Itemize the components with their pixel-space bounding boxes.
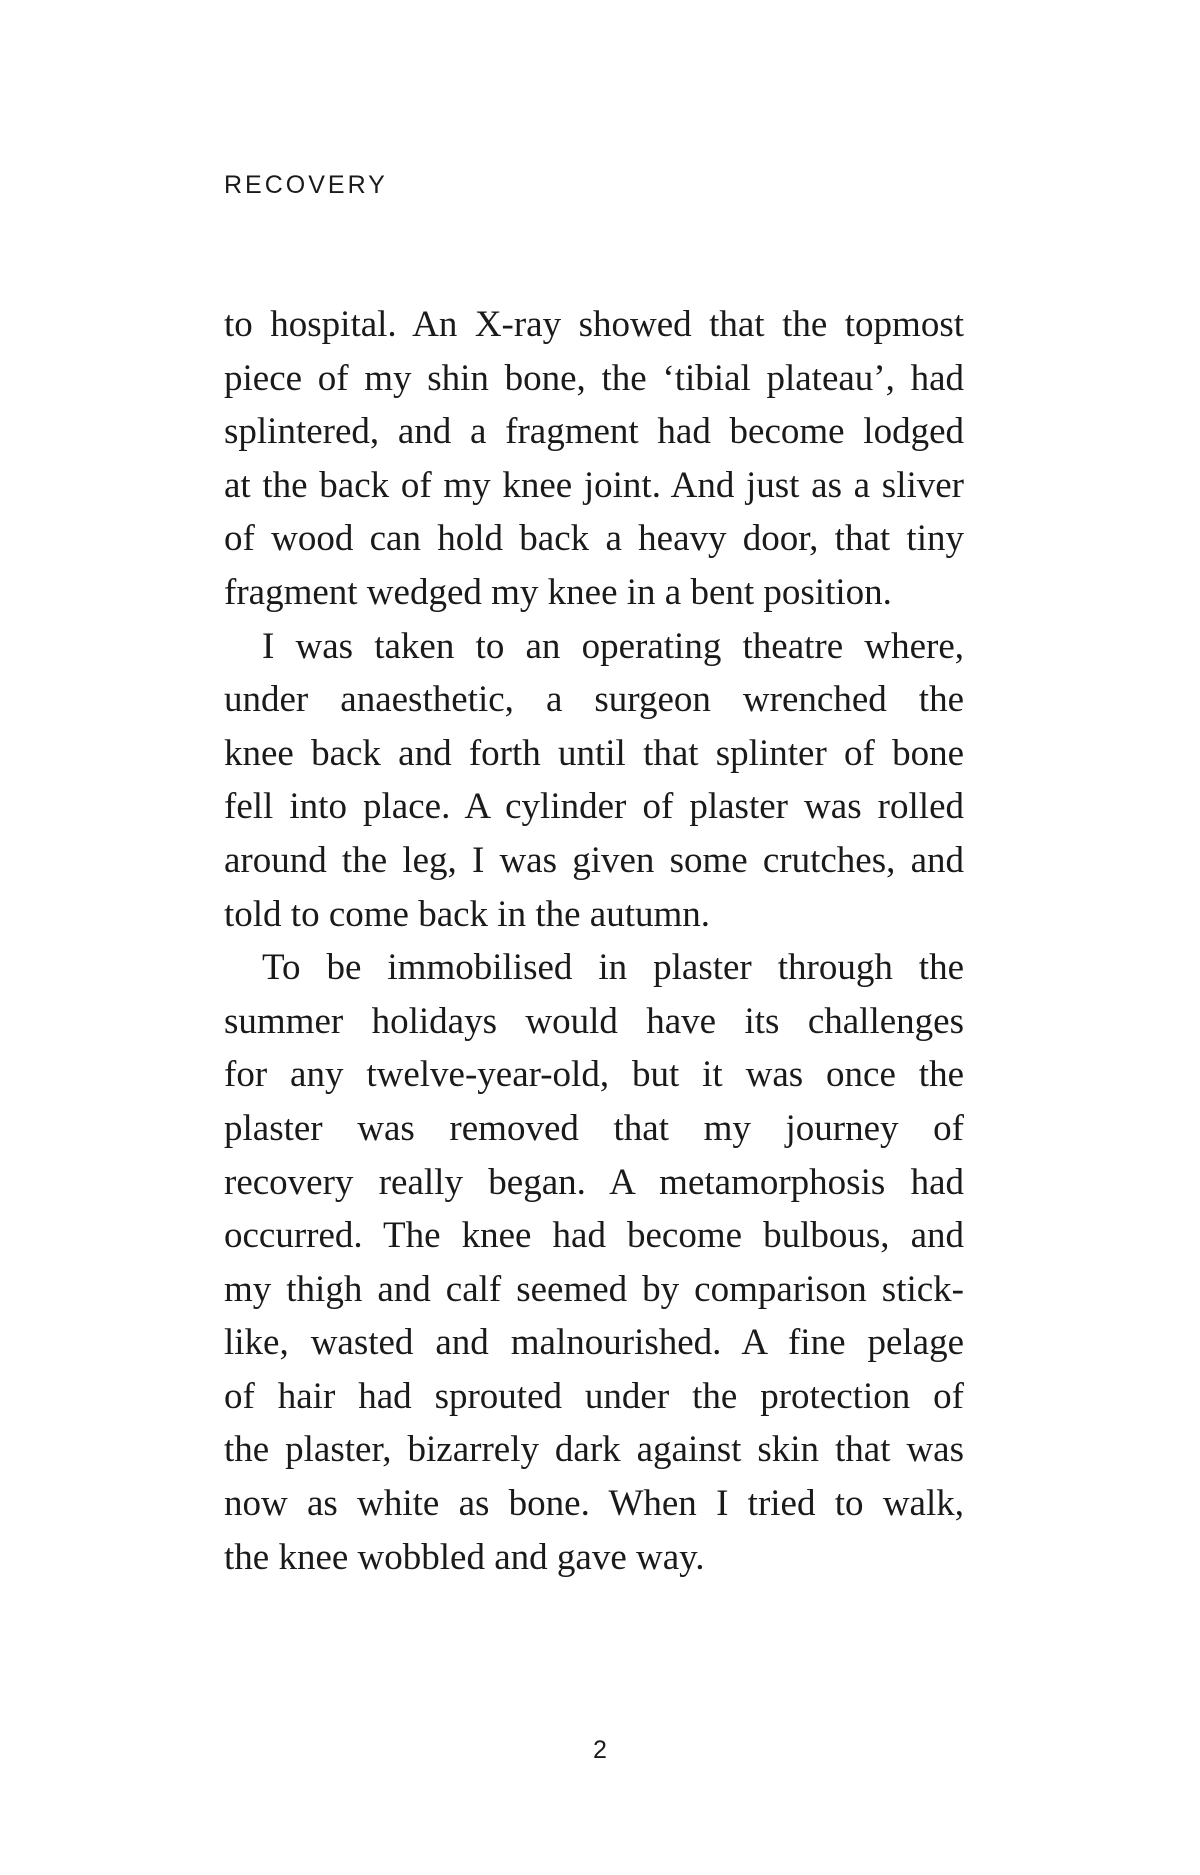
- text-line: I was taken to an operating theatre where,: [262, 625, 964, 667]
- page-number: 2: [593, 1736, 607, 1764]
- text-line: for any twelve-year-old, but it was once the: [224, 1054, 964, 1096]
- text-line: To be immobilised in plaster through the: [262, 947, 964, 989]
- running-head: RECOVERY: [224, 171, 388, 199]
- text-line: the plaster, bizarrely dark against skin that was: [224, 1429, 964, 1471]
- text-line: knee back and forth until that splinter of bone: [224, 732, 964, 774]
- text-line: around the leg, I was given some crutches, and: [224, 839, 964, 881]
- text-line: plaster was removed that my journey of: [224, 1107, 964, 1149]
- text-line: piece of my shin bone, the ‘tibial plateau’, had: [224, 357, 964, 399]
- text-line: the knee wobbled and gave way.: [224, 1536, 705, 1578]
- text-line: of wood can hold back a heavy door, that tiny: [224, 518, 964, 560]
- text-line: under anaesthetic, a surgeon wrenched the: [224, 679, 964, 721]
- paragraph: [224, 298, 964, 620]
- text-line: fell into place. A cylinder of plaster was rolled: [224, 786, 964, 828]
- text-line: like, wasted and malnourished. A fine pelage: [224, 1322, 964, 1364]
- text-line: occurred. The knee had become bulbous, and: [224, 1215, 964, 1257]
- text-line: at the back of my knee joint. And just as a sliver: [224, 464, 964, 506]
- text-line: summer holidays would have its challenges: [224, 1000, 964, 1042]
- body-text: [224, 298, 964, 1584]
- text-line: my thigh and calf seemed by comparison stick-: [224, 1268, 964, 1310]
- text-line: recovery really began. A metamorphosis had: [224, 1161, 964, 1203]
- text-line: of hair had sprouted under the protection of: [224, 1375, 964, 1417]
- text-line: fragment wedged my knee in a bent position.: [224, 571, 892, 613]
- text-line: now as white as bone. When I tried to walk,: [224, 1483, 964, 1525]
- paragraph: [224, 620, 964, 942]
- text-line: to hospital. An X-ray showed that the topmost: [224, 304, 964, 345]
- text-line: told to come back in the autumn.: [224, 893, 711, 935]
- paragraph: [224, 941, 964, 1584]
- text-line: splintered, and a fragment had become lodged: [224, 411, 964, 453]
